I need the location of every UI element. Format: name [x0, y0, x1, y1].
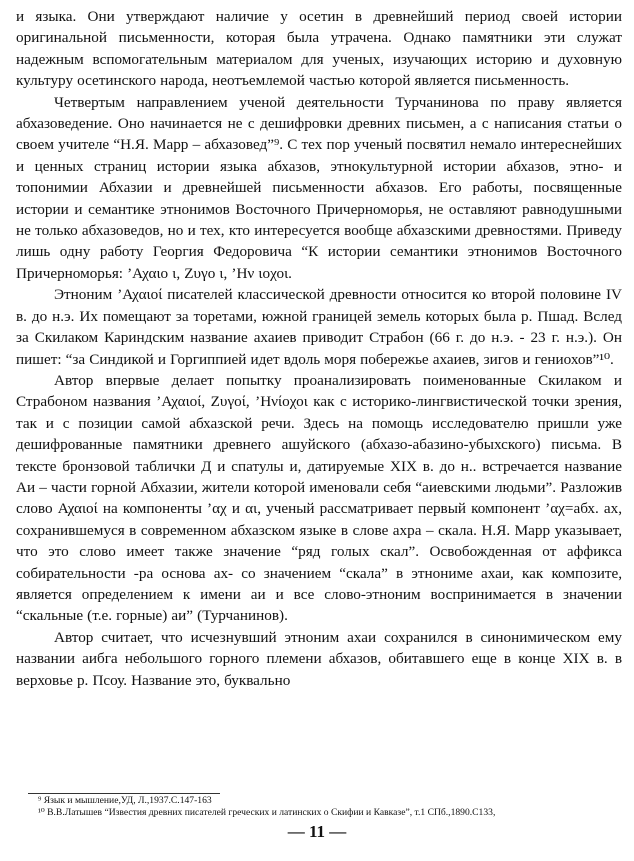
paragraph-4: Автор впервые делает попытку проанализировать поименованные Скилаком и Страбоном названия ’Αχαιοί, Ζυγοί, ’Ηνίοχοι как с историко-лингвистической точки зрения, так и с позиции самой абхазской речи. Здесь на помощь исследователю пришли уже дешифрованные памятники древнего ашуйского (абхазо-абазино-убыхского) письма. В тексте бронзовой таблички Д и спатулы и, датируемые XIX в. до н.. встречается название Аи – части горной Абхазии, жители которой именовали себя “аиевскими людьми”. Разложив слово Αχαιοί на компоненты ’αχ и αι, ученый рассматривает первый компонент ’αχ=абх. ах, сохранившемуся в современном абхазском языке в слове ахра – скала. Н.Я. Марр указывает, что это слово имеет также значение “ряд голых скал”. Освобожденная от аффикса собирательности -ра основа ах- со значением “скала” в этнониме ахаи, как композите, является определением к имени аи и все слово-этноним воспринимается в значении “скальные (т.е. горные) аи” (Турчанинов).	[16, 371, 622, 625]
footnotes	[16, 795, 622, 820]
footnote-9: ⁹ Язык и мышление,УД, Л.,1937.С.147-163	[38, 795, 212, 806]
footnote-10: ¹⁰ В.В.Латышев “Известия древних писателей греческих и латинских о Скифии и Кавказе”, т.1 СПб.,1890.С133,	[38, 807, 496, 819]
page-number: — 11 —	[287, 822, 347, 841]
paragraph-1: и языка. Они утверждают наличие у осетин в древнейший период своей истории оригинальной письменности, которая была утрачена. Однако памятники эти служат надежным вспомогательным материалом для ученых, изучающих историю и духовную культуру осетинского народа, неотъемлемой частью которой является письменность.	[16, 8, 622, 90]
paragraph-5: Автор считает, что исчезнувший этноним ахаи сохранился в синонимическом ему названии аибга небольшого горного племени абхазов, обитавшего еще в конце XIX в. в верховье р. Псоу. Название это, буквально	[16, 628, 622, 689]
paragraph-3: Этноним ’Αχαιοί писателей классической древности относится ко второй половине IV в. до н.э. Их помещают за торетами, южной границей земель которых была р. Пшад. Вслед за Скилаком Кариндским название ахаиев приводит Страбон (66 г. до н.э. - 23 г. н.э.). Он пишет: “за Синдикой и Горгиппией идет вдоль моря побережье ахаиев, зигов и гениохов”¹⁰.	[16, 286, 622, 368]
footnote-divider	[28, 793, 220, 794]
paragraph-2: Четвертым направлением ученой деятельности Турчанинова по праву является абхазоведение. Оно начинается не с дешифровки древних письмен, а с написания статьи о своем учителе “Н.Я. Марр – абхазовед”⁹. С тех пор ученый посвятил немало интереснейших и ценных страниц истории языка абхазов, этнокультурной истории абхазов, этно- и топонимии Абхазии и древнейшей письменности абхазов. Его работы, посвященные истории и семантике этнонимов Восточного Причерноморья, не оставляют равнодушными не только абхазоведов, но и тех, кто интересуется вообще абхазскими древностями. Приведу лишь одну работу Георгия Федоровича “К истории семантики этнонимов Восточного Причерноморья: ’Αχαιο ι, Ζυγο ι, ’Ην ιοχοι.	[16, 93, 622, 282]
